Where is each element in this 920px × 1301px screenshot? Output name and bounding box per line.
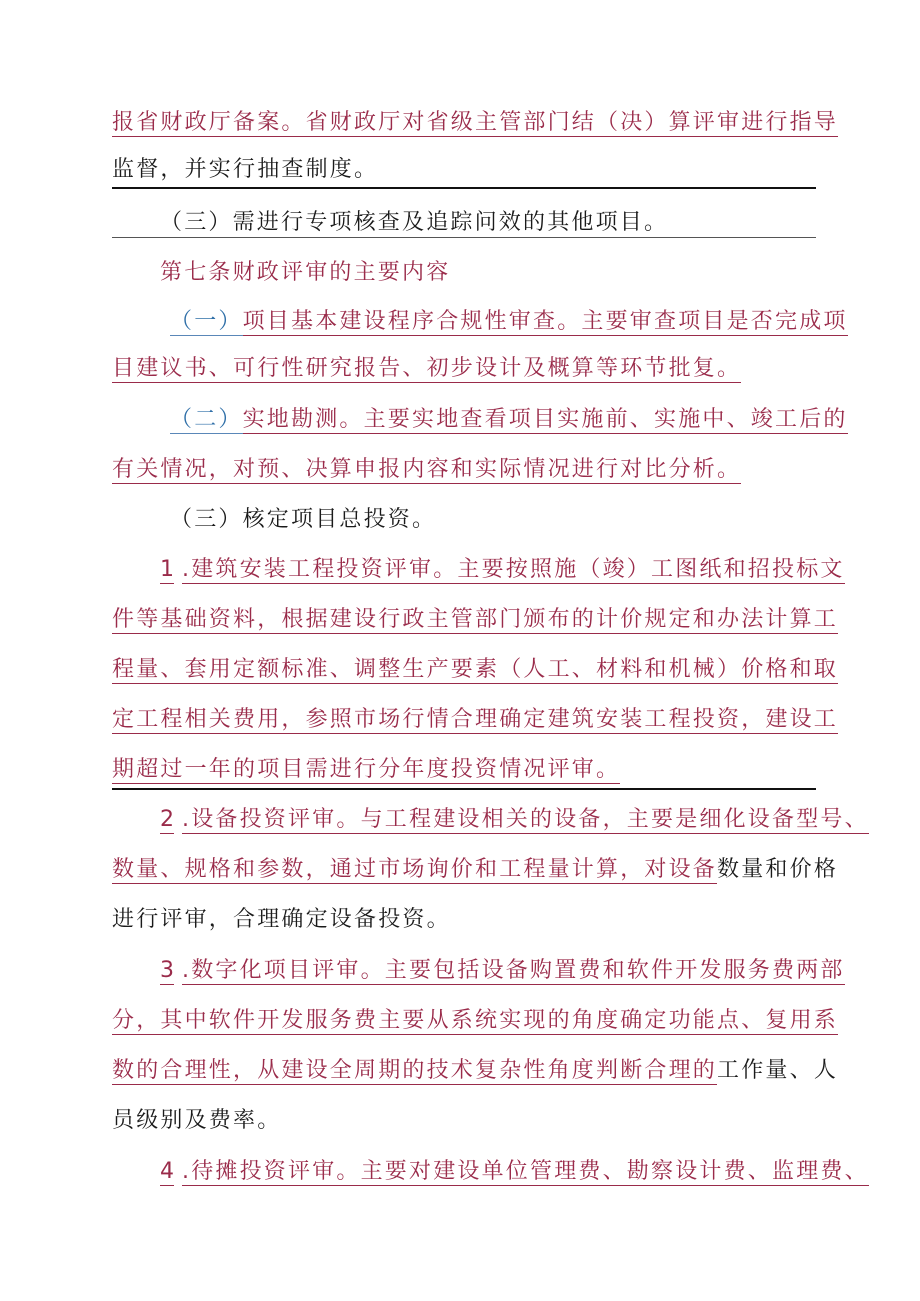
item-number: （一） (170, 309, 243, 334)
underlined-text: 有关情况，对预、决算申报内容和实际情况进行对比分析。 (112, 457, 742, 482)
underlined-text: 目建议书、可行性研究报告、初步设计及概算等环节批复。 (112, 356, 742, 381)
underlined-text: .建筑安装工程投资评审。主要按照施（竣）工图纸和招投标文 (182, 557, 845, 582)
paragraph-line (112, 1056, 839, 1086)
underlined-text: 分，其中软件开发服务费主要从系统实现的角度确定功能点、复用系 (112, 1008, 839, 1033)
underlined-text: 期超过一年的项目需进行分年度投资情况评审。 (112, 757, 621, 782)
text: （三）需进行专项核查及追踪问效的其他项目。 (160, 210, 669, 235)
paragraph-line (160, 805, 869, 835)
paragraph-line (112, 455, 822, 485)
text: 数量和价格 (717, 857, 839, 882)
text: （三）核定项目总投资。 (170, 507, 437, 532)
text: 进行评审，合理确定设备投资。 (112, 907, 451, 932)
paragraph-line (160, 1157, 869, 1187)
underlined-text: 数量、规格和参数，通过市场询价和工程量计算，对设备 (112, 857, 718, 882)
paragraph-line (160, 956, 845, 986)
underlined-text: 定工程相关费用，参照市场行情合理确定建筑安装工程投资，建设工 (112, 707, 839, 732)
horizontal-rule (112, 187, 816, 189)
item-number: 3 (160, 958, 174, 983)
paragraph-line (112, 155, 822, 185)
paragraph-line (170, 505, 832, 535)
paragraph-line (112, 655, 839, 685)
underlined-text: 报省财政厅备案。省财政厅对省级主管部门结（决）算评审进行指导 (112, 110, 839, 135)
text: 员级别及费率。 (112, 1108, 282, 1133)
paragraph-line (112, 905, 822, 935)
paragraph-line (160, 555, 845, 585)
underlined-text: 程量、套用定额标准、调整生产要素（人工、材料和机械）价格和取 (112, 657, 839, 682)
paragraph-line (170, 307, 848, 337)
paragraph-line (112, 354, 822, 384)
underlined-text: .数字化项目评审。主要包括设备购置费和软件开发服务费两部 (182, 958, 845, 983)
horizontal-rule (112, 788, 816, 790)
paragraph-line (160, 208, 822, 238)
item-number: 2 (160, 807, 174, 832)
text: 监督，并实行抽查制度。 (112, 157, 379, 182)
underlined-text: 件等基础资料，根据建设行政主管部门颁布的计价规定和办法计算工 (112, 607, 839, 632)
underlined-text: .设备投资评审。与工程建设相关的设备，主要是细化设备型号、 (182, 807, 869, 832)
paragraph-line (112, 1006, 839, 1036)
underlined-text: .待摊投资评审。主要对建设单位管理费、勘察设计费、监理费、 (182, 1159, 869, 1184)
paragraph-line (112, 755, 822, 785)
underlined-text: 实地勘测。主要实地查看项目实施前、实施中、竣工后的 (242, 407, 848, 432)
paragraph-line (170, 405, 848, 435)
item-number: 4 (160, 1159, 174, 1184)
paragraph-line (112, 855, 839, 885)
article-heading: 第七条财政评审的主要内容 (160, 260, 451, 285)
article-title (160, 258, 870, 288)
horizontal-rule (112, 237, 816, 238)
paragraph-line (112, 705, 839, 735)
underlined-text: 项目基本建设程序合规性审查。主要审查项目是否完成项 (242, 309, 848, 334)
paragraph-line (112, 108, 839, 138)
item-number: （二） (170, 407, 243, 432)
text: 工作量、人 (717, 1058, 839, 1083)
item-number: 1 (160, 557, 174, 582)
underlined-text: 数的合理性，从建设全周期的技术复杂性角度判断合理的 (112, 1058, 718, 1083)
paragraph-line (112, 1106, 822, 1136)
paragraph-line (112, 605, 839, 635)
